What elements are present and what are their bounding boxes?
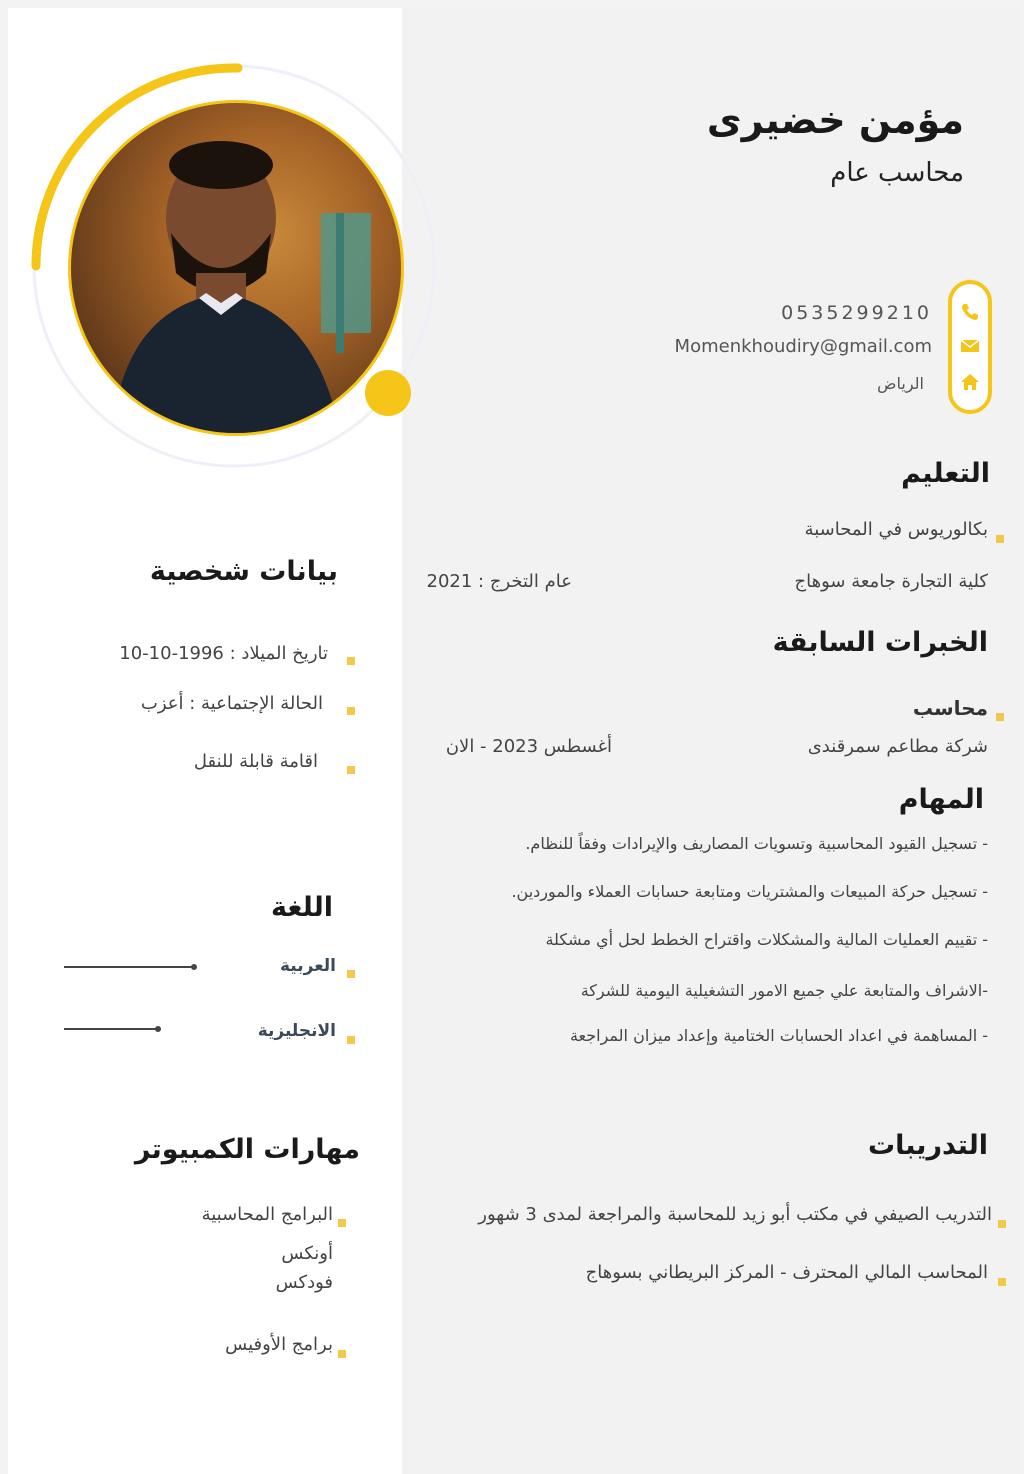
phone-icon: [960, 302, 980, 322]
bullet-icon: [347, 1029, 355, 1048]
language-level-line: [64, 966, 194, 968]
contact-icons-pill: [948, 280, 992, 414]
skill-item: أونكس: [281, 1243, 333, 1264]
task-item: - تسجيل حركة المبيعات والمشتريات ومتابعة حسابات العملاء والموردين.: [511, 882, 988, 901]
bullet-icon: [998, 1213, 1006, 1232]
bullet-icon: [338, 1212, 346, 1231]
language-arabic: العربية: [279, 956, 336, 976]
experience-heading: الخبرات السابقة: [772, 627, 988, 658]
personal-item-birthdate: تاريخ الميلاد : 1996-10-10: [119, 643, 328, 664]
task-item: - المساهمة في اعداد الحسابات الختامية وإعداد ميزان المراجعة: [569, 1026, 988, 1045]
language-level-dot: [155, 1026, 161, 1032]
training-item: التدريب الصيفي في مكتب أبو زيد للمحاسبة والمراجعة لمدى 3 شهور: [478, 1204, 992, 1225]
profile-photo: [68, 100, 404, 436]
education-degree: بكالوريوس في المحاسبة: [804, 519, 988, 540]
bullet-icon: [347, 700, 355, 719]
experience-company: شركة مطاعم سمرقندى: [807, 736, 988, 757]
experience-period: أغسطس 2023 - الان: [445, 736, 612, 757]
home-icon: [960, 372, 980, 392]
tasks-heading: المهام: [898, 784, 984, 815]
bullet-icon: [996, 706, 1004, 725]
language-level-line: [64, 1028, 158, 1030]
person-name: مؤمن خضيرى: [706, 98, 964, 142]
bullet-icon: [338, 1343, 346, 1362]
job-title: محاسب عام: [830, 158, 964, 188]
language-level-dot: [191, 964, 197, 970]
skill-item: فودكس: [275, 1272, 333, 1293]
task-item: - تسجيل القيود المحاسبية وتسويات المصاريف والإيرادات وفقاً للنظام.: [525, 834, 988, 853]
skill-item: برامج الأوفيس: [225, 1334, 333, 1355]
bullet-icon: [347, 759, 355, 778]
personal-heading: بيانات شخصية: [149, 556, 338, 587]
envelope-icon: [960, 336, 980, 356]
personal-item-relocation: اقامة قابلة للنقل: [193, 751, 318, 772]
email-address: Momenkhoudiry@gmail.com: [674, 336, 932, 357]
language-english: الانجليزية: [257, 1021, 336, 1041]
bullet-icon: [347, 650, 355, 669]
task-item: -الاشراف والمتابعة علي جميع الامور التشغيلية اليومية للشركة: [580, 981, 988, 1000]
bullet-icon: [998, 1271, 1006, 1290]
computer-skills-heading: مهارات الكمبيوتر: [134, 1134, 360, 1165]
skill-item: البرامج المحاسبية: [201, 1204, 333, 1225]
city: الرياض: [877, 374, 924, 393]
trainings-heading: التدريبات: [868, 1130, 988, 1161]
training-item: المحاسب المالي المحترف - المركز البريطاني بسوهاج: [585, 1262, 988, 1283]
avatar: [71, 103, 404, 436]
experience-role: محاسب: [912, 696, 988, 720]
phone-number: 0535299210: [781, 302, 932, 324]
bullet-icon: [996, 528, 1004, 547]
education-grad-year: عام التخرج : 2021: [426, 571, 572, 592]
personal-item-marital: الحالة الإجتماعية : أعزب: [140, 693, 323, 714]
task-item: - تقييم العمليات المالية والمشكلات واقتراح الخطط لحل أي مشكلة: [545, 930, 988, 949]
education-heading: التعليم: [901, 458, 990, 489]
bullet-icon: [347, 963, 355, 982]
language-heading: اللغة: [270, 892, 333, 923]
education-college: كلية التجارة جامعة سوهاج: [794, 571, 988, 592]
